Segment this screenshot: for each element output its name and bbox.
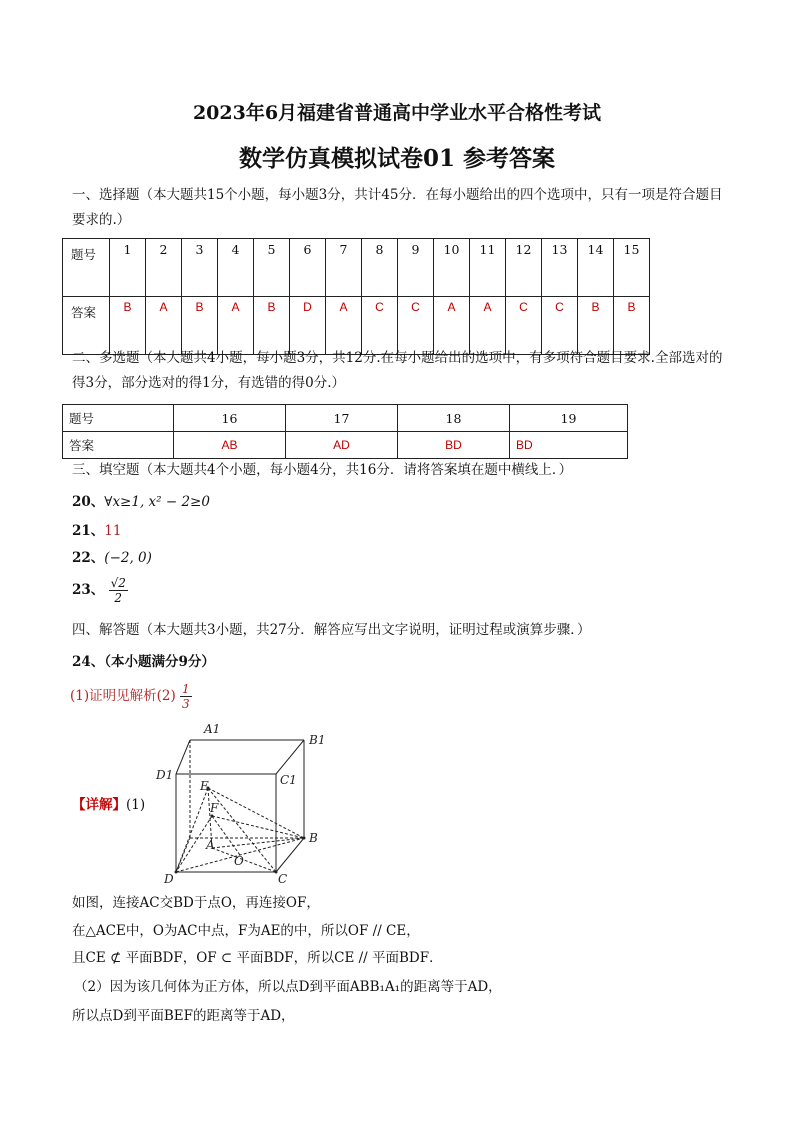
q-number: 15	[614, 239, 650, 297]
label-d: D	[164, 872, 174, 886]
q-number: 17	[286, 405, 398, 432]
q-number: 3	[182, 239, 218, 297]
answer-cell: C	[362, 297, 398, 355]
q-number: 9	[398, 239, 434, 297]
section4-heading: 四、解答题（本大题共3小题，共27分．解答应写出文字说明，证明过程或演算步骤．）	[72, 622, 591, 638]
answer-cell: A	[146, 297, 182, 355]
section2-heading: 二、多选题（本大题共4小题，每小题3分，共12分.在每小题给出的选项中，有多项符合题目要求.全部选对的得3分，部分选对的得1分，有选错的得0分.）	[72, 350, 723, 391]
detail-label: 【详解】	[72, 797, 126, 813]
fill-item-23	[72, 576, 128, 605]
detail-heading	[72, 793, 145, 813]
q-number: 12	[506, 239, 542, 297]
q-number: 5	[254, 239, 290, 297]
answer-text: (1)证明见解析(2)	[70, 688, 176, 704]
question-24-answer	[70, 682, 192, 711]
q-number: 18	[398, 405, 510, 432]
proof-line-3: 且CE ⊄ 平面BDF，OF ⊂ 平面BDF，所以CE // 平面BDF．	[72, 950, 443, 966]
item-answer: 11	[104, 523, 122, 539]
label-o: O	[234, 854, 244, 868]
answer-cell: A	[326, 297, 362, 355]
q-number: 2	[146, 239, 182, 297]
answer-cell: AB	[174, 432, 286, 459]
answer-cell: BD	[398, 432, 510, 459]
proof-line-5: 所以点D到平面BEF的距离等于AD，	[72, 1008, 295, 1024]
fill-item-20	[72, 490, 210, 510]
item-number: 21、	[72, 523, 105, 539]
q-number: 14	[578, 239, 614, 297]
detail-part: (1)	[126, 797, 146, 813]
row-label-a: 答案	[63, 432, 174, 459]
document-title: 2023年6月福建省普通高中学业水平合格性考试	[192, 102, 602, 124]
question-24-title: 24、（本小题满分9分）	[72, 654, 215, 670]
answer-cell: BD	[510, 432, 628, 459]
fraction-numerator: √2	[110, 576, 126, 590]
fraction-denominator: 3	[182, 697, 190, 711]
fill-item-22	[72, 546, 152, 566]
answer-cell: B	[254, 297, 290, 355]
answer-cell: AD	[286, 432, 398, 459]
answer-cell: B	[614, 297, 650, 355]
row-label-q: 题号	[63, 239, 110, 297]
label-c1: C1	[280, 773, 297, 787]
answer-cell: B	[578, 297, 614, 355]
q-number: 16	[174, 405, 286, 432]
answer-cell: C	[506, 297, 542, 355]
label-a1: A1	[204, 722, 221, 736]
label-b: B	[309, 831, 318, 845]
label-e: E	[200, 779, 209, 793]
label-b1: B1	[309, 733, 326, 747]
answer-cell: B	[182, 297, 218, 355]
label-c: C	[278, 872, 288, 886]
table-row	[63, 239, 650, 297]
section3-heading: 三、填空题（本大题共4个小题，每小题4分，共16分．请将答案填在题中横线上．）	[72, 462, 573, 478]
row-label-q: 题号	[63, 405, 174, 432]
choice-answer-table	[62, 238, 650, 355]
document-subtitle: 数学仿真模拟试卷01 参考答案	[238, 145, 555, 172]
q-number: 13	[542, 239, 578, 297]
answer-cell: A	[470, 297, 506, 355]
item-answer: ∀x≥1, x² − 2≥0	[104, 494, 210, 510]
answer-cell: A	[434, 297, 470, 355]
cube-diagram	[150, 716, 340, 886]
fill-item-21	[72, 519, 121, 539]
answer-cell: D	[290, 297, 326, 355]
section1-heading: 一、选择题（本大题共15个小题，每小题3分，共计45分．在每小题给出的四个选项中，只有一项是符合题目要求的.）	[72, 187, 723, 228]
proof-line-4: （2）因为该几何体为正方体，所以点D到平面ABB₁A₁的距离等于AD，	[74, 979, 502, 995]
q-number: 8	[362, 239, 398, 297]
fraction-numerator: 1	[182, 682, 190, 696]
table-row	[63, 405, 628, 432]
table-row	[63, 432, 628, 459]
answer-cell: B	[110, 297, 146, 355]
label-f: F	[210, 801, 219, 815]
q-number: 6	[290, 239, 326, 297]
proof-line-1: 如图，连接AC交BD于点O，再连接OF，	[72, 895, 320, 911]
label-d1: D1	[156, 768, 174, 782]
answer-cell: C	[542, 297, 578, 355]
multi-choice-answer-table	[62, 404, 628, 459]
item-number: 22、	[72, 550, 105, 566]
item-answer: (−2, 0)	[104, 550, 152, 566]
item-number: 23、	[72, 582, 105, 598]
q-number: 11	[470, 239, 506, 297]
item-answer-fraction	[109, 576, 128, 605]
fraction-denominator: 2	[114, 591, 123, 605]
answer-fraction	[180, 682, 192, 711]
q-number: 10	[434, 239, 470, 297]
q-number: 19	[510, 405, 628, 432]
answer-cell: C	[398, 297, 434, 355]
item-number: 20、	[72, 494, 105, 510]
q-number: 7	[326, 239, 362, 297]
row-label-a: 答案	[63, 297, 110, 355]
proof-line-2: 在△ACE中，O为AC中点，F为AE的中，所以OF // CE，	[72, 923, 420, 939]
q-number: 4	[218, 239, 254, 297]
label-a: A	[206, 838, 215, 852]
answer-cell: A	[218, 297, 254, 355]
q-number: 1	[110, 239, 146, 297]
